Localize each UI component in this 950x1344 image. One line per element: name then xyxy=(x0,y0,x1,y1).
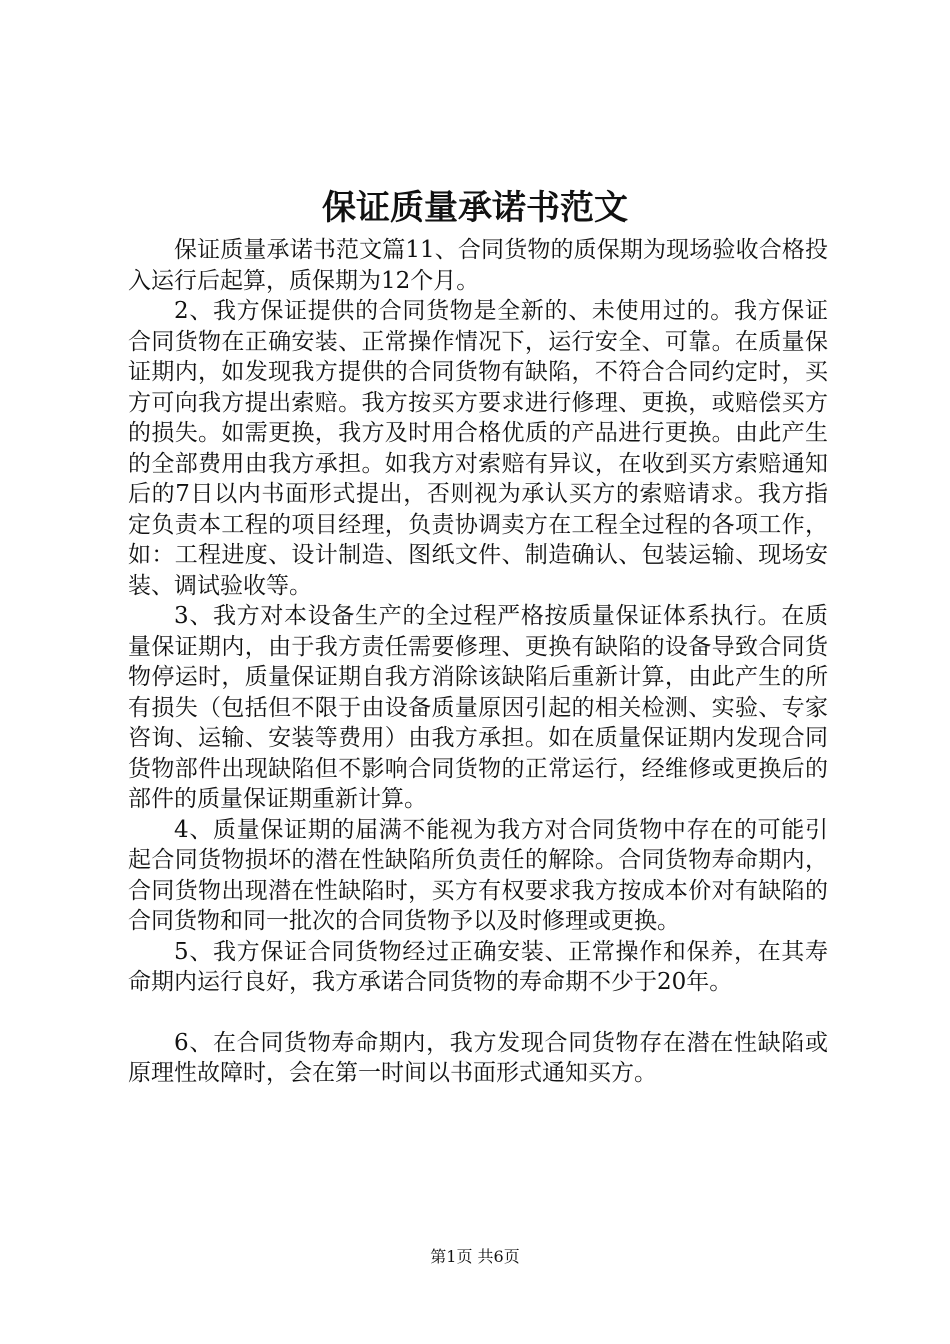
paragraph-4: 4、质量保证期的届满不能视为我方对合同货物中存在的可能引起合同货物损坏的潜在性缺陷所负责任的解除。合同货物寿命期内，合同货物出现潜在性缺陷时，买方有权要求我方按成本价对有缺陷的合同货物和同一批次的合同货物予以及时修理或更换。 xyxy=(128,816,828,934)
paragraph-5: 5、我方保证合同货物经过正确安装、正常操作和保养，在其寿命期内运行良好，我方承诺合同货物的寿命期不少于20年。 xyxy=(128,938,828,995)
document-title: 保证质量承诺书范文 xyxy=(322,188,628,228)
paragraph-6: 6、在合同货物寿命期内，我方发现合同货物存在潜在性缺陷或原理性故障时，会在第一时间以书面形式通知买方。 xyxy=(128,1029,828,1086)
paragraph-1: 保证质量承诺书范文篇11、合同货物的质保期为现场验收合格投入运行后起算，质保期为12个月。 xyxy=(128,237,828,294)
paragraph-3: 3、我方对本设备生产的全过程严格按质量保证体系执行。在质量保证期内，由于我方责任需要修理、更换有缺陷的设备导致合同货物停运时，质量保证期自我方消除该缺陷后重新计算，由此产生的所有损失（包括但不限于由设备质量原因引起的相关检测、实验、专家咨询、运输、安装等费用）由我方承担。如在质量保证期内发现合同货物部件出现缺陷但不影响合同货物的正常运行，经维修或更换后的部件的质量保证期重新计算。 xyxy=(128,603,828,812)
paragraph-2: 2、我方保证提供的合同货物是全新的、未使用过的。我方保证合同货物在正确安装、正常操作情况下，运行安全、可靠。在质量保证期内，如发现我方提供的合同货物有缺陷，不符合合同约定时，买方可向我方提出索赔。我方按买方要求进行修理、更换，或赔偿买方的损失。如需更换，我方及时用合格优质的产品进行更换。由此产生的全部费用由我方承担。如我方对索赔有异议，在收到买方索赔通知后的7日以内书面形式提出，否则视为承认买方的索赔请求。我方指定负责本工程的项目经理，负责协调卖方在工程全过程的各项工作，如：工程进度、设计制造、图纸文件、制造确认、包装运输、现场安装、调试验收等。 xyxy=(128,298,828,599)
page-footer: 第1页 共6页 xyxy=(430,1247,520,1266)
document-body xyxy=(128,235,828,1089)
